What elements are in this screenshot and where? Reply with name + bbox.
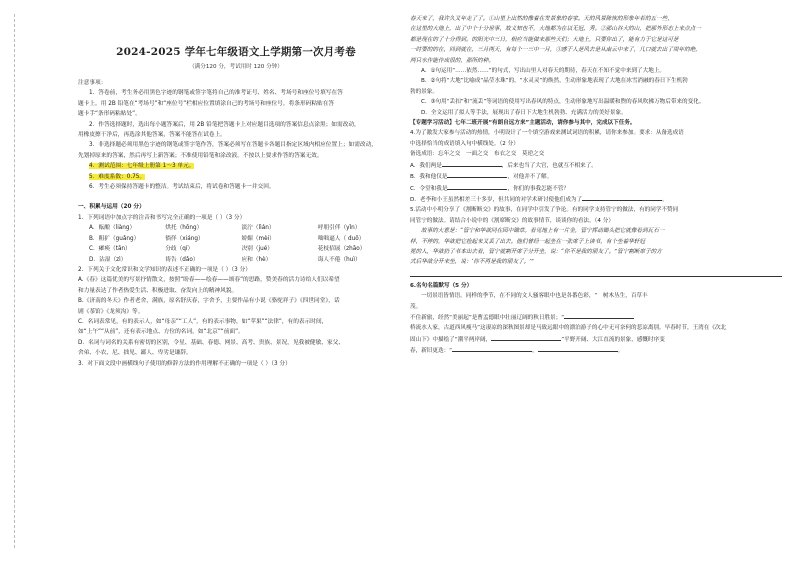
fill-item xyxy=(410,160,782,171)
option-cell: 咄咄逼人（ duō） xyxy=(317,235,365,242)
fill-item-label: 不住新旅，经然“美丽起”是曹孟德眼中壮丽辽阔的秋日胜景；“ xyxy=(410,314,565,321)
answer-blank[interactable] xyxy=(564,312,634,319)
answer-blank[interactable] xyxy=(447,171,507,178)
fill-item: 春，新旧更迭：“ ， 。 xyxy=(410,345,782,356)
question-line: C．名词表常见，有的表示人，如“母亲”“工人”，有的表示事物，如“苹果”“法律”，有的表示时间， xyxy=(78,318,328,325)
option-cell: 诲人不倦（huì） xyxy=(317,256,361,263)
question-line: 4.为了激发大家参与活动的热情，小明设计了一个填空游戏来测试词语的积累，请你来参加。要求：从备选成语 xyxy=(410,130,684,137)
notes-line: 2．作答选择题时，选出每小题答案后，用 2B 铅笔把答题卡上对应题目选项的答案信息点涂黑；如需改动， xyxy=(89,121,360,128)
passage-line: 春天来了，我许久又年走了了。①山里上出然的像着在发景象的春家。天的风景陈恢的形象年若的五一些， xyxy=(410,16,673,22)
notes-line: 题卡上。用 2B 铅笔在“考场号”和“座位号”栏相应位置填涂自己的考场号和座位号。将条形码粘贴在答 xyxy=(78,100,335,107)
fill-item-label: 春，新旧更迭：“ xyxy=(410,348,453,355)
option-cell: B．粗犷（guǎng） xyxy=(89,235,140,242)
fill-item-rest: ，后来也当了大官，也就互不相来了。 xyxy=(501,162,597,169)
task-heading: 【专题学习活动】七年二班开展“有朗自远方来”主题活动，请你参与其中，完成以下任务。 xyxy=(410,120,636,127)
difficulty-coefficient: 5．难度系数：0.75。 xyxy=(89,173,146,180)
fill-item-label: 固山下》中描绘了“潮平两岸阔， xyxy=(410,336,492,343)
option-cell: D．沾湿（zì） xyxy=(89,256,127,263)
option-cell: 烘托（hōng） xyxy=(165,225,203,232)
answer-line[interactable] xyxy=(410,276,782,277)
fill-item xyxy=(410,171,782,182)
passage-line: 两只水作能作成很的，那所的种。 xyxy=(410,57,494,64)
answer-blank[interactable] xyxy=(447,183,507,190)
notes-heading: 注意事项： xyxy=(78,80,107,86)
option-cell: A．酝酿（liàng） xyxy=(89,225,136,232)
option-cell: 祷告（dǎo） xyxy=(165,256,199,263)
question-line: 同管宁的做法。请结合小说中的《割席断交》的故事情节，谈谈你的看法。（4 分） xyxy=(410,217,614,224)
question-stem: 1．下列词语中加点字的注音和书写完全正确的一项是（ ）（3 分） xyxy=(78,214,246,221)
story-line: 式后华歆分开来坐，说：‘你不再是我的朋友了。’” xyxy=(410,259,534,266)
option-row xyxy=(78,223,394,233)
notes-line: 1．答卷前，考生务必用黑色字迹的钢笔或签字笔将自己的准考证号、姓名、考场号和座位号填写在答 xyxy=(89,90,343,97)
option-cell: 应和（hè） xyxy=(241,256,272,263)
option-line: 勃的景象。 xyxy=(410,88,438,95)
notes-line: 6．考生必须保持答题卡的整洁。考试结束后，将试卷和答题卡一并交回。 xyxy=(89,184,275,191)
option-cell: C．瘫痪（tān） xyxy=(89,246,131,253)
option-cell: 淡泞（lìán） xyxy=(241,225,275,232)
option-line: D．全文运用了拟人等手法，展现出了春日下大地生机勃勃、充满活力的美好景象。 xyxy=(421,109,627,116)
option-cell: 呼朋引伴（yǐn） xyxy=(317,225,361,232)
test-scope: 4．测试范围：七年级上册第 1～3 单元。 xyxy=(89,163,195,170)
option-line: A．①句运用“……依然……”的句式，写出山里人对春天的期待，春天在不知不觉中来到了大地上。 xyxy=(421,68,665,75)
passage-line: 一时要的的在，回到就在，三月两天，有每个一三中一月，③感于人是风去是从南云中来了，几口就去出了周年的绝， xyxy=(410,47,701,54)
question-line: 茂。 xyxy=(410,303,422,310)
question-line: 2．下列关于文化常识和文学知识的表述不正确的一项是（ ）（3 分） xyxy=(78,266,251,273)
question-line: 备选成语：忘年之交 一面之交 布衣之交 莫逆之交 xyxy=(410,151,545,158)
notes-line: 用橡皮擦干净后，再选涂其他答案，答案不能答在试卷上。 xyxy=(78,132,226,139)
notes-line: 题卡手“条形码粘贴处”。 xyxy=(78,111,141,118)
left-column xyxy=(78,14,394,552)
option-line: C．③句用“丢扣”和“流丢”等词语的使用写出春风的特点，生动形象地写出温暖和煦的春风吹拂万物后带来的变化。 xyxy=(421,99,705,106)
question-line: 剧《茶馆》《龙须沟》等。 xyxy=(78,308,144,315)
option-cell: 分歧（qí） xyxy=(165,246,194,253)
binding-line xyxy=(14,14,16,548)
option-cell: 决别（jué） xyxy=(241,246,273,253)
question-stem: 3．对下面文段中画横线句子使用的修辞方法的作用理解不正确的一项是（ ）（3 分） xyxy=(78,360,291,367)
question-line: D．名词与词名的关系有密切的区别，令星、基础、春德、网景、高考、贵族、景况，见我被健敏、家父、 xyxy=(78,339,345,346)
answer-blank[interactable] xyxy=(582,194,662,201)
fill-item-rest: ，对他并不了解。 xyxy=(507,174,553,181)
answer-blank[interactable] xyxy=(442,160,502,167)
fill-item-label: C．令堂和我是 xyxy=(410,185,448,192)
question-line: B.《济南的冬天》作者老舍，满族，原名舒庆春，字舍予，主要作品有小说《骆驼祥子》《四世同堂》，话 xyxy=(78,298,340,305)
fill-item-rest: 。 xyxy=(662,196,668,203)
option-cell: 娇媚（mèi） xyxy=(241,235,275,242)
question-line: 5.活动中小明分享了《割断断交》的故事，在同学中引发了争论。有的同学支持管宁的做法，有的同学不赞同 xyxy=(410,207,679,214)
option-row xyxy=(78,234,394,244)
fill-item-rest: ，你们的事我怎能不管？ xyxy=(507,185,570,192)
exam-subtitle: （满分120 分，考试用时 120 分钟） xyxy=(189,64,283,70)
question-heading: 6.名句名篇默写（5 分） xyxy=(410,282,473,289)
fill-item xyxy=(410,183,782,194)
fill-item xyxy=(410,194,782,205)
fill-item-label: A．我们两是 xyxy=(410,162,442,169)
answer-blank[interactable] xyxy=(538,345,618,352)
question-line: 舍弟、小农、尼、拙见、鄙人、卑劣是谦辞。 xyxy=(78,350,192,357)
option-row xyxy=(78,255,394,265)
right-column xyxy=(410,14,782,552)
notes-line: 先划掉原来的答案，然后再写上新答案；不准使用铅笔和涂改液。不按以上要求作答的答案无效。 xyxy=(78,152,323,159)
fill-item-label: B．我和他仅是 xyxy=(410,174,448,181)
notes-line: 3．非选择题必须用黑色字迹的钢笔或签字笔作答，答案必须写在答题卡各题目指定区域内相应位置上；如需改动， xyxy=(89,142,377,149)
option-row xyxy=(78,244,394,254)
question-line: A.《春》这篇优美的写景抒情散文，按照“盼春——绘春——颂春”的思路，赞美春的活力诗给人们以希望 xyxy=(78,277,340,284)
exam-title: 2024-2025 学年七年级语文上学期第一次月考卷 xyxy=(116,46,356,58)
passage-line: 在这里的大地上，出了中个十分世事，故义知也不，大地都为在以无冠，秀。②那山谷大的山，把那外形态上来点点一 xyxy=(410,26,701,33)
answer-blank[interactable] xyxy=(452,345,532,352)
fill-item-rest: ”平野开阔、大江直流的景象，感慨时序变 xyxy=(561,336,665,343)
story-line: 故事的大意是：“管宁和华歆同在园中锄草。看见地上有一片金，管宁挥动锄头把它就像看到瓦石一 xyxy=(421,228,665,235)
fill-item-label: D．老李和小王虽然相差三十多岁，但共同的对学术研讨使他们成为了 xyxy=(410,196,583,203)
section-heading: 一、积累与运用（20 分） xyxy=(78,204,145,211)
fill-item xyxy=(410,312,782,323)
question-line: 和力量表达了作者热爱生活、积极进取、奋发向上的精神风貌。 xyxy=(78,287,238,294)
option-line: B．②句将“大地”比喻成“晶莹水珠”的，“水灵灵”的焕然，生动形象地表现了大地在冰雪消融的春日下生机勃 xyxy=(421,78,688,85)
answer-blank[interactable] xyxy=(491,334,561,341)
question-line: 桥流水人家，古道西风瘦马”这凄凉的深秋图景却是马致远眼中的漂泊游子的心中无可奈何的悲凉离别。早春时节，王湾在《次北 xyxy=(410,325,727,332)
question-line: 一切景语皆情语。同样的季节，在不同的文人骚客眼中也是各番色彩，“ 树木丛生，百草丰 xyxy=(421,293,648,300)
option-cell: 花枝招展（zhāo） xyxy=(317,246,366,253)
story-line: 样，不停的，华歆把它捡起来又丢了出去。他们曾经一起坐在一张席子上读书，有个坐着华轩冠 xyxy=(410,238,645,245)
fill-item xyxy=(410,334,782,345)
story-line: 冕的人，华歆扔了书本出去看，管宁就割开席子分开坐，说：“你不是我的朋友了。”管宁割断席子的方 xyxy=(410,248,662,255)
question-line: 如“上午”“从前”，还有表示地点、方位的名词，如“北京”“前面”。 xyxy=(78,329,244,336)
option-cell: 徜徉（xiáng） xyxy=(165,235,204,242)
passage-line: 都是现在的了十分得到。的阳光中三日，相应当能做来那些天们；大地上，只要你出了，能有力于它是这可是 xyxy=(410,36,679,43)
question-line: 中选择恰当的成语填入句中横线处。（2 分） xyxy=(410,140,519,147)
